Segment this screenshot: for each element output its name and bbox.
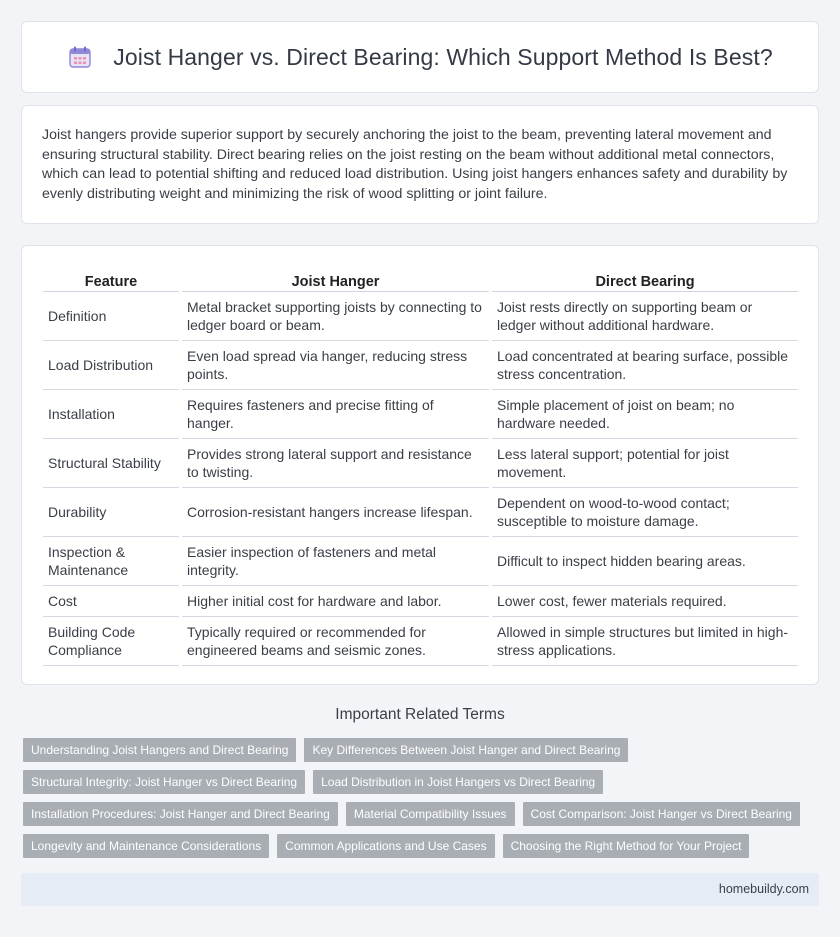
column-header-joist-hanger: Joist Hanger bbox=[182, 266, 489, 292]
column-header-direct-bearing: Direct Bearing bbox=[492, 266, 798, 292]
intro-paragraph: Joist hangers provide superior support by securely anchoring the joist to the beam, preventing lateral movement and ensuring structural stability. Direct bearing relies on the joist resting on the beam without additional metal connectors, which can lead to potential shifting and reduced load distribution. Using joist hangers enhances safety and durability by evenly distributing weight and minimizing the risk of wood splitting or joint failure. bbox=[42, 127, 788, 202]
related-term-tag[interactable]: Longevity and Maintenance Considerations bbox=[23, 834, 269, 858]
table-cell-joist-hanger: Corrosion-resistant hangers increase lifespan. bbox=[182, 488, 489, 537]
table-row bbox=[43, 439, 798, 488]
page-title: Joist Hanger vs. Direct Bearing: Which Support Method Is Best? bbox=[113, 43, 773, 70]
table-row bbox=[43, 617, 798, 666]
table-cell-direct-bearing: Joist rests directly on supporting beam or ledger without additional hardware. bbox=[492, 292, 798, 341]
table-cell-direct-bearing: Load concentrated at bearing surface, possible stress concentration. bbox=[492, 341, 798, 390]
table-cell-feature: Durability bbox=[43, 488, 179, 537]
related-term-tag[interactable]: Common Applications and Use Cases bbox=[277, 834, 494, 858]
related-term-tag[interactable]: Installation Procedures: Joist Hanger and Direct Bearing bbox=[23, 802, 338, 826]
table-cell-feature: Load Distribution bbox=[43, 341, 179, 390]
related-terms-row bbox=[23, 770, 823, 794]
table-cell-direct-bearing: Less lateral support; potential for joist movement. bbox=[492, 439, 798, 488]
table-cell-feature: Structural Stability bbox=[43, 439, 179, 488]
table-cell-joist-hanger: Higher initial cost for hardware and labor. bbox=[182, 586, 489, 617]
related-terms-row bbox=[23, 834, 823, 858]
table-cell-joist-hanger: Typically required or recommended for engineered beams and seismic zones. bbox=[182, 617, 489, 666]
footer bbox=[21, 873, 819, 906]
table-cell-feature: Building Code Compliance bbox=[43, 617, 179, 666]
table-cell-direct-bearing: Dependent on wood-to-wood contact; susceptible to moisture damage. bbox=[492, 488, 798, 537]
table-row bbox=[43, 292, 798, 341]
table-cell-joist-hanger: Provides strong lateral support and resistance to twisting. bbox=[182, 439, 489, 488]
header-card bbox=[21, 21, 819, 93]
related-term-tag[interactable]: Structural Integrity: Joist Hanger vs Direct Bearing bbox=[23, 770, 305, 794]
footer-site-link[interactable]: homebuildy.com bbox=[718, 882, 809, 896]
table-cell-direct-bearing: Allowed in simple structures but limited in high-stress applications. bbox=[492, 617, 798, 666]
related-term-tag[interactable]: Material Compatibility Issues bbox=[346, 802, 515, 826]
related-term-tag[interactable]: Choosing the Right Method for Your Project bbox=[503, 834, 750, 858]
table-row bbox=[43, 390, 798, 439]
calendar-icon bbox=[67, 44, 93, 70]
table-cell-direct-bearing: Lower cost, fewer materials required. bbox=[492, 586, 798, 617]
related-terms-row bbox=[23, 802, 823, 826]
column-header-feature: Feature bbox=[43, 266, 179, 292]
table-cell-joist-hanger: Requires fasteners and precise fitting of hanger. bbox=[182, 390, 489, 439]
related-terms-title: Important Related Terms bbox=[335, 706, 505, 723]
table-cell-feature: Definition bbox=[43, 292, 179, 341]
table-cell-feature: Cost bbox=[43, 586, 179, 617]
comparison-card bbox=[21, 245, 819, 685]
table-cell-joist-hanger: Easier inspection of fasteners and metal integrity. bbox=[182, 537, 489, 586]
table-cell-joist-hanger: Even load spread via hanger, reducing stress points. bbox=[182, 341, 489, 390]
table-row bbox=[43, 537, 798, 586]
related-terms-row bbox=[23, 738, 823, 762]
related-term-tag[interactable]: Cost Comparison: Joist Hanger vs Direct Bearing bbox=[523, 802, 800, 826]
table-row bbox=[43, 341, 798, 390]
table-cell-direct-bearing: Difficult to inspect hidden bearing areas. bbox=[492, 537, 798, 586]
related-term-tag[interactable]: Key Differences Between Joist Hanger and Direct Bearing bbox=[304, 738, 628, 762]
table-cell-joist-hanger: Metal bracket supporting joists by connecting to ledger board or beam. bbox=[182, 292, 489, 341]
comparison-table bbox=[40, 266, 801, 666]
table-row bbox=[43, 488, 798, 537]
table-row bbox=[43, 586, 798, 617]
related-terms-list bbox=[23, 738, 823, 866]
related-term-tag[interactable]: Load Distribution in Joist Hangers vs Direct Bearing bbox=[313, 770, 603, 794]
intro-card bbox=[21, 105, 819, 224]
table-cell-feature: Inspection & Maintenance bbox=[43, 537, 179, 586]
related-term-tag[interactable]: Understanding Joist Hangers and Direct Bearing bbox=[23, 738, 296, 762]
table-cell-feature: Installation bbox=[43, 390, 179, 439]
table-cell-direct-bearing: Simple placement of joist on beam; no hardware needed. bbox=[492, 390, 798, 439]
